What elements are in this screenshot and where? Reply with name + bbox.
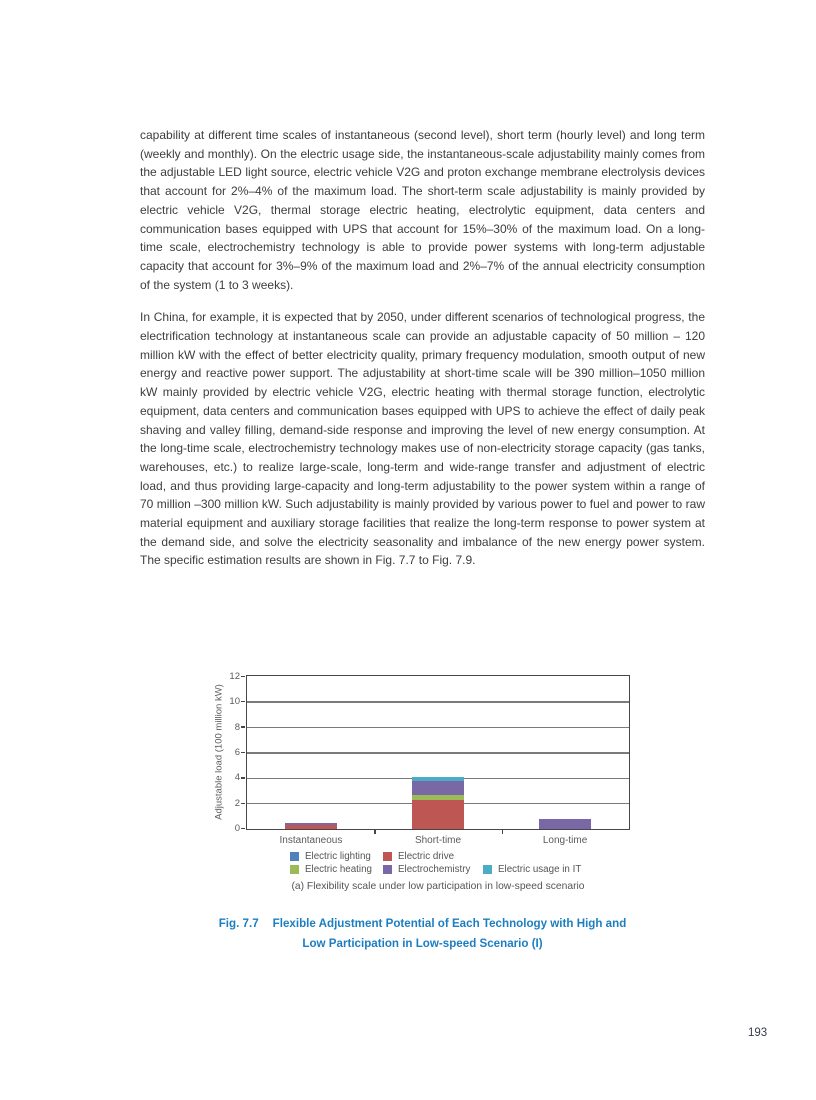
figure-caption-label: Fig. 7.7 (218, 917, 259, 930)
legend-swatch-icon (290, 865, 299, 874)
figure-caption (140, 914, 705, 953)
bar-segment-electrochemistry (539, 819, 591, 829)
y-tick-mark (241, 803, 245, 804)
gridline (247, 727, 629, 728)
bar-segment-electric-drive (412, 800, 464, 829)
x-category-label: Short-time (414, 835, 462, 846)
y-tick-label: 0 (234, 823, 240, 835)
legend-entry-electric-lighting (290, 851, 371, 861)
bar-segment-electric-usage-in-it (412, 777, 464, 781)
legend-label: Electric lighting (305, 850, 371, 862)
bar-segment-electrochemistry (412, 781, 464, 794)
legend-entry-electric-usage-in-it (483, 865, 581, 875)
gridline (247, 752, 629, 753)
y-tick-label: 4 (234, 772, 240, 784)
legend-entry-electric-drive (383, 851, 454, 861)
chart-plot-area (246, 675, 630, 830)
paragraph-2: In China, for example, it is expected that by 2050, under different scenarios of technological progress, the electrification technology at instantaneous scale can provide an adjustable capacity of 50 million – 120 million kW with the effect of better electricity quality, primary frequency modulation, smooth output of new energy and reactive power support. The adjustability at short-time scale will be 390 million–1050 million kW mainly provided by electric vehicle V2G, electric heating with thermal storage function, electrolytic equipment, data centers and communication bases equipped with UPS to achieve the effect of daily peak shaving and valley filling, demand-side response and improving the level of new energy consumption. At the long-time scale, electrochemistry technology makes use of non-electricity storage capacity (gas tanks, warehouses, etc.) to realize large-scale, long-term and wide-range transfer and adjustment of electric load, and thus providing large-capacity and long-term adjustability to the power system within a range of 70 million –300 million kW. Such adjustability is mainly provided by various power to fuel and power to raw material equipment and auxiliary storage facilities that realize the long-term response to power system at the demand side, and solve the electricity seasonality and imbalance of the new energy power system. The specific estimation results are shown in Fig. 7.7 to Fig. 7.9. (140, 310, 705, 568)
x-tick-mark (502, 830, 503, 834)
y-tick-label: 6 (234, 747, 240, 758)
page-number: 193 (748, 1027, 768, 1039)
legend-label: Electric drive (398, 850, 455, 862)
legend-label: Electric usage in IT (498, 864, 582, 875)
y-tick-mark (241, 752, 245, 753)
x-category-label: Instantaneous (279, 835, 343, 846)
legend-swatch-icon (383, 852, 392, 861)
figure-caption-line1 (140, 914, 705, 934)
bar-segment-electric-drive (285, 825, 337, 829)
legend-label: Electric heating (305, 864, 372, 875)
legend-swatch-icon (290, 852, 299, 861)
x-tick-mark (374, 830, 375, 834)
legend-entry-electrochemistry (383, 865, 470, 875)
legend-entry-electric-heating (290, 865, 372, 875)
legend-swatch-icon (383, 865, 392, 874)
figure-caption-line2: Low Participation in Low-speed Scenario (I) (302, 936, 543, 950)
y-tick-label: 2 (234, 797, 240, 809)
y-tick-label: 10 (229, 696, 240, 708)
y-tick-mark (241, 828, 245, 829)
paragraph-1: capability at different time scales of instantaneous (second level), short term (hourly level) and long term (weekly and monthly). On the electric usage side, the instantaneous-scale adjustability mainly comes from the adjustable LED light source, electric vehicle V2G and proton exchange membrane electrolysis devices that account for 2%–4% of the maximum load. The short-term scale adjustability is mainly provided by electric vehicle V2G, thermal storage electric heating, electrolytic equipment, data centers and communication bases equipped with UPS that account for 15%–30% of the maximum load. On a long-time scale, electrochemistry technology is able to provide power systems with long-term adjustable capacity that account for 3%–9% of the maximum load and 2%–7% of the annual electricity consumption of the system (1 to 3 weeks). (140, 128, 705, 292)
chart-y-axis-label: Adjustable load (100 million kW) (213, 684, 225, 820)
y-tick-label: 12 (229, 670, 240, 682)
figure-caption-text1: Flexible Adjustment Potential of Each Technology with High and (272, 917, 627, 930)
y-tick-mark (241, 701, 245, 702)
gridline (247, 701, 629, 702)
y-tick-label: 8 (234, 721, 240, 733)
legend-swatch-icon (483, 865, 492, 874)
bar-segment-electrochemistry (285, 823, 337, 825)
legend-label: Electrochemistry (398, 864, 471, 875)
y-tick-mark (241, 726, 245, 727)
bar-segment-electric-heating (412, 795, 464, 801)
y-tick-mark (241, 777, 245, 778)
x-category-label: Long-time (542, 835, 588, 846)
body-text-block (140, 126, 705, 570)
chart-sub-caption: (a) Flexibility scale under low participation in low-speed scenario (291, 881, 585, 892)
y-tick-mark (241, 676, 245, 677)
